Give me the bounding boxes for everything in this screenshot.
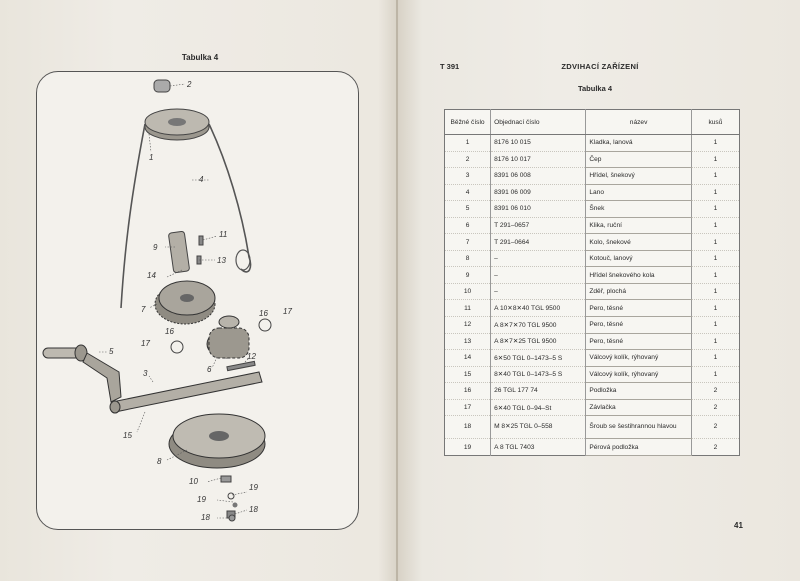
- cell-qty: 1: [691, 333, 739, 350]
- col-order-number-header: Objednací číslo: [491, 110, 586, 135]
- cell-number: 17: [445, 399, 491, 416]
- cell-number: 6: [445, 217, 491, 234]
- cell-order-number: 6✕50 TGL 0–1473–5 S: [491, 350, 586, 367]
- cell-qty: 1: [691, 217, 739, 234]
- cell-number: 3: [445, 168, 491, 185]
- cell-order-number: A 10✕8✕40 TGL 9500: [491, 300, 586, 317]
- callout-17-right: 17: [283, 307, 292, 316]
- cell-order-number: 8✕40 TGL 0–1473–5 S: [491, 366, 586, 383]
- cell-name: Válcový kolík, rýhovaný: [586, 350, 692, 367]
- fastener-parts: [221, 476, 238, 521]
- cell-qty: 2: [691, 399, 739, 416]
- pulley-part: [145, 109, 209, 140]
- table-row: [445, 201, 740, 218]
- cell-name: Šroub se šestihrannou hlavou: [586, 416, 692, 439]
- table-row: [445, 135, 740, 152]
- table-row: [445, 350, 740, 367]
- callout-7: 7: [141, 305, 146, 314]
- cell-order-number: A 8 TGL 7403: [491, 439, 586, 456]
- cell-number: 13: [445, 333, 491, 350]
- cell-name: Pero, těsné: [586, 333, 692, 350]
- cell-number: 7: [445, 234, 491, 251]
- cell-qty: 1: [691, 151, 739, 168]
- table-row: [445, 168, 740, 185]
- rope-part: [121, 124, 251, 308]
- callout-3: 3: [143, 369, 148, 378]
- table-row: [445, 217, 740, 234]
- callout-12: 12: [247, 352, 256, 361]
- table-row: [445, 283, 740, 300]
- exploded-view-illustration: [37, 72, 358, 529]
- col-name-header: název: [586, 110, 692, 135]
- cell-qty: 2: [691, 416, 739, 439]
- cell-qty: 1: [691, 300, 739, 317]
- cell-name: Pero, těsné: [586, 300, 692, 317]
- table-row: [445, 184, 740, 201]
- callout-4: 4: [199, 175, 204, 184]
- cell-qty: 1: [691, 234, 739, 251]
- section-title: ZDVIHACÍ ZAŘÍZENÍ: [561, 62, 639, 71]
- cell-number: 15: [445, 366, 491, 383]
- cell-name: Klika, ruční: [586, 217, 692, 234]
- callout-2: 2: [187, 80, 192, 89]
- worm-wheel-shaft-part: [168, 231, 203, 273]
- cell-number: 18: [445, 416, 491, 439]
- cell-number: 2: [445, 151, 491, 168]
- cell-order-number: M 8✕25 TGL 0–558: [491, 416, 586, 439]
- cell-qty: 1: [691, 366, 739, 383]
- cell-order-number: 8391 06 008: [491, 168, 586, 185]
- cell-number: 14: [445, 350, 491, 367]
- cell-qty: 1: [691, 184, 739, 201]
- callout-10: 10: [189, 477, 198, 486]
- cell-order-number: 8391 06 010: [491, 201, 586, 218]
- cell-order-number: T 291–0664: [491, 234, 586, 251]
- cell-order-number: 6✕40 TGL 0–94–St: [491, 399, 586, 416]
- cell-qty: 1: [691, 350, 739, 367]
- col-qty-header: kusů: [691, 110, 739, 135]
- table-row: [445, 333, 740, 350]
- pin-part: [154, 80, 170, 92]
- callout-14: 14: [147, 271, 156, 280]
- cell-order-number: 8176 10 017: [491, 151, 586, 168]
- table-row: [445, 439, 740, 456]
- left-page: [0, 0, 398, 581]
- cell-order-number: 8176 10 015: [491, 135, 586, 152]
- cell-qty: 2: [691, 439, 739, 456]
- callout-5: 5: [109, 347, 114, 356]
- cell-order-number: –: [491, 250, 586, 267]
- cell-number: 9: [445, 267, 491, 284]
- cell-order-number: 8391 06 009: [491, 184, 586, 201]
- cell-name: Podložka: [586, 383, 692, 400]
- callout-15: 15: [123, 431, 132, 440]
- table-row: [445, 383, 740, 400]
- callout-18-right: 18: [249, 505, 258, 514]
- cell-number: 12: [445, 317, 491, 334]
- cell-qty: 1: [691, 168, 739, 185]
- callout-17-left: 17: [141, 339, 150, 348]
- callout-18-left: 18: [201, 513, 210, 522]
- cell-qty: 1: [691, 201, 739, 218]
- cell-order-number: A 8✕7✕25 TGL 9500: [491, 333, 586, 350]
- cell-qty: 1: [691, 283, 739, 300]
- exploded-view-drawing: [36, 71, 359, 530]
- cell-order-number: –: [491, 267, 586, 284]
- cell-number: 1: [445, 135, 491, 152]
- cell-name: Hřídel, šnekový: [586, 168, 692, 185]
- cell-qty: 1: [691, 135, 739, 152]
- parts-table-body: [445, 135, 740, 456]
- cell-number: 8: [445, 250, 491, 267]
- cell-order-number: –: [491, 283, 586, 300]
- cell-name: Zděř, plochá: [586, 283, 692, 300]
- worm-shaft-part: [110, 361, 262, 413]
- callout-11: 11: [219, 230, 228, 239]
- callout-16-left: 16: [165, 327, 174, 336]
- col-number-header: Běžné číslo: [445, 110, 491, 135]
- cell-name: Kolo, šnekové: [586, 234, 692, 251]
- cell-name: Pérová podložka: [586, 439, 692, 456]
- cell-name: Šnek: [586, 201, 692, 218]
- cell-number: 11: [445, 300, 491, 317]
- callout-19-right: 19: [249, 483, 258, 492]
- callout-9: 9: [153, 243, 158, 252]
- cell-name: Závlačka: [586, 399, 692, 416]
- table-header-row: [445, 110, 740, 135]
- table-row: [445, 267, 740, 284]
- worm-wheel-part: [155, 281, 215, 324]
- cell-name: Kotouč, lanový: [586, 250, 692, 267]
- cell-order-number: 26 TGL 177 74: [491, 383, 586, 400]
- cell-number: 19: [445, 439, 491, 456]
- cell-number: 16: [445, 383, 491, 400]
- callout-8: 8: [157, 457, 162, 466]
- cell-name: Válcový kolík, rýhovaný: [586, 366, 692, 383]
- cell-qty: 1: [691, 267, 739, 284]
- cell-name: Hřídel šnekového kola: [586, 267, 692, 284]
- cell-qty: 2: [691, 383, 739, 400]
- table-row: [445, 399, 740, 416]
- table-title: Tabulka 4: [577, 84, 613, 93]
- cell-qty: 1: [691, 250, 739, 267]
- table-row: [445, 250, 740, 267]
- cell-order-number: T 291–0657: [491, 217, 586, 234]
- cell-name: Kladka, lanová: [586, 135, 692, 152]
- cell-qty: 1: [691, 317, 739, 334]
- table-row: [445, 300, 740, 317]
- cell-name: Pero, těsné: [586, 317, 692, 334]
- callout-6: 6: [207, 365, 212, 374]
- parts-table: [444, 109, 740, 456]
- callout-16-right: 16: [259, 309, 268, 318]
- cell-number: 4: [445, 184, 491, 201]
- cell-order-number: A 8✕7✕70 TGL 9500: [491, 317, 586, 334]
- cell-name: Lano: [586, 184, 692, 201]
- table-row: [445, 234, 740, 251]
- rope-drum-part: [169, 414, 265, 468]
- cell-name: Čep: [586, 151, 692, 168]
- callout-13: 13: [217, 256, 226, 265]
- page-number: 41: [734, 521, 743, 530]
- callout-19-left: 19: [197, 495, 206, 504]
- cell-number: 10: [445, 283, 491, 300]
- table-row: [445, 366, 740, 383]
- callout-1: 1: [149, 153, 154, 162]
- cell-number: 5: [445, 201, 491, 218]
- figure-title: Tabulka 4: [181, 53, 219, 62]
- table-row: [445, 151, 740, 168]
- table-row: [445, 317, 740, 334]
- model-code: T 391: [440, 62, 460, 71]
- table-row: [445, 416, 740, 439]
